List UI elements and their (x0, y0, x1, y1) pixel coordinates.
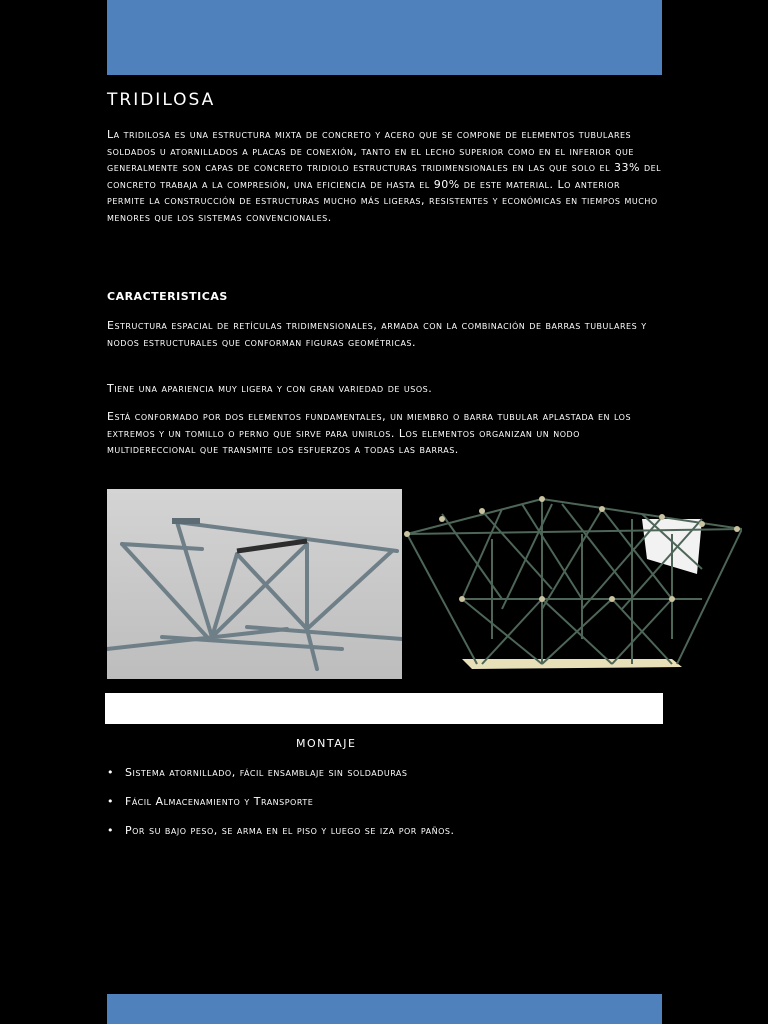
montaje-bullet-2 (107, 795, 313, 808)
truss-render-graphic (107, 489, 402, 679)
montaje-bullet-text: Sistema atornillado, fácil ensamblaje sin soldaduras (125, 766, 408, 779)
characteristics-heading: CARACTERISTICAS (107, 290, 228, 303)
characteristics-paragraph-3: Está conformado por dos elementos fundamentales, un miembro o barra tubular aplastada en los extremos y un tomillo o perno que sirve para unirlos. Los elementos organizan un nodo multidereccional que transmite los esfuerzos a todas las barras. (107, 410, 632, 456)
bullet-dot-icon: • (107, 766, 114, 779)
montaje-bullet-text: Fácil Almacenamiento y Transporte (125, 795, 314, 808)
intro-paragraph: La tridilosa es una estructura mixta de concreto y acero que se compone de elementos tubulares soldados u atornillados a placas de conexión, tanto en el lecho superior como en el inferior que generalmente son capas de concreto tridiolo estructuras tridimensionales en las que solo el 33% del concreto trabaja a la compresión, una eficiencia de hasta el 90% de este material. Lo anterior permite la construcción de estructuras mucho más ligeras, resistentes y económicas en tiempos mucho menores que los sistemas convencionales. (107, 128, 662, 224)
white-divider-bar (105, 693, 663, 724)
space-frame-image (402, 489, 742, 679)
montaje-bullet-1 (107, 766, 408, 779)
bullet-dot-icon: • (107, 824, 114, 837)
truss-render-image (107, 489, 402, 679)
footer-band (107, 994, 662, 1024)
bullet-dot-icon: • (107, 795, 114, 808)
space-frame-graphic (402, 489, 742, 679)
montaje-heading: MONTAJE (296, 737, 357, 750)
page-title: TRIDILOSA (107, 90, 216, 110)
characteristics-paragraph-1: Estructura espacial de retículas tridimensionales, armada con la combinación de barras tubulares y nodos estructurales que conforman figuras geométricas. (107, 319, 647, 349)
characteristics-paragraph-2: Tiene una apariencia muy ligera y con gran variedad de usos. (107, 382, 433, 395)
montaje-bullet-text: Por su bajo peso, se arma en el piso y luego se iza por paños. (125, 824, 455, 837)
montaje-bullet-3 (107, 824, 455, 837)
header-band (107, 0, 662, 75)
